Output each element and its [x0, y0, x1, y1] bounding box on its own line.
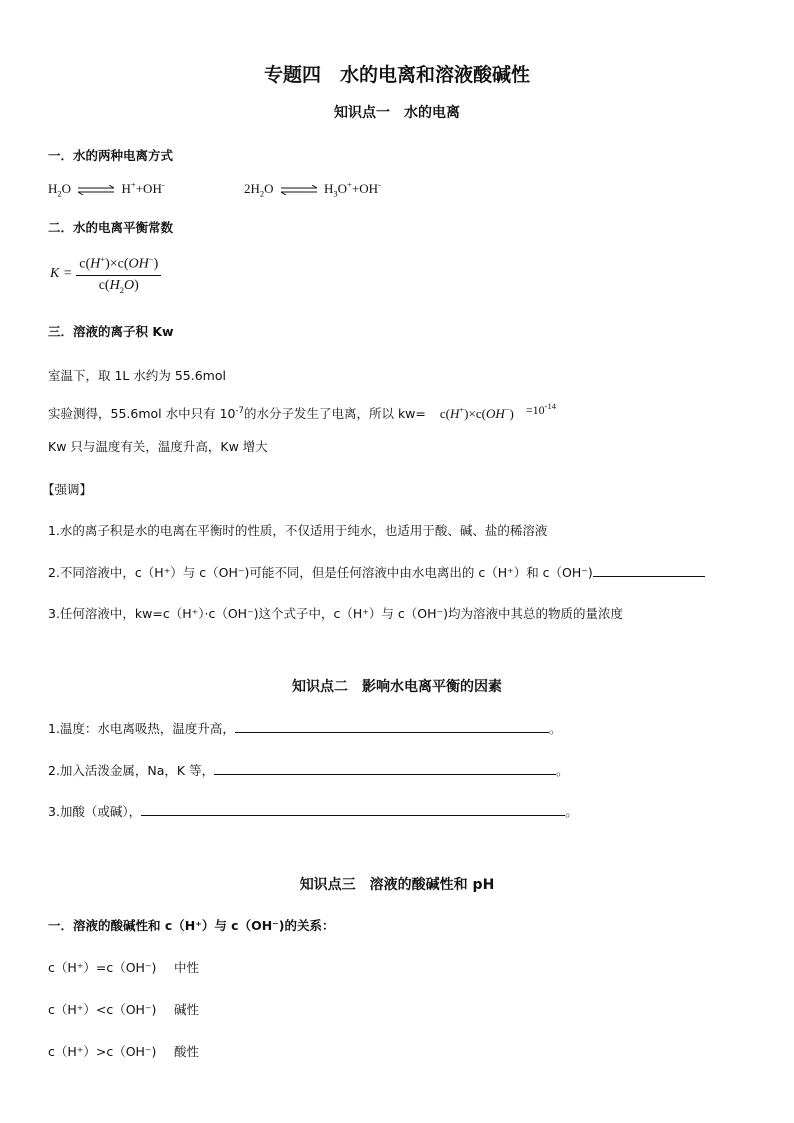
kp1-paragraph-2	[48, 401, 556, 422]
kp2-item-1-text: 1.温度：水电离吸热，温度升高，	[48, 721, 235, 736]
row-label: 酸性	[174, 1044, 200, 1059]
row-expression: c（H⁺）<c（OH⁻)	[48, 1002, 157, 1017]
p2-pre: 实验测得，55.6mol 水中只有 $10^{-7}$的水分子发生了电离，所以 kw=	[48, 405, 426, 421]
kp2-item-3-text: 3.加酸（或碱），	[48, 804, 142, 819]
equation-1	[48, 180, 165, 199]
eq1-rhs: H++OH-	[121, 180, 165, 197]
emphasis-item-1: 1.水的离子积是水的电离在平衡时的性质，不仅适用于纯水，也适用于酸、碱、盐的稀溶液	[48, 523, 548, 538]
kp1-section2-title: 二．水的电离平衡常数	[48, 220, 174, 235]
kp2-item-2	[48, 761, 569, 779]
equilibrium-arrow-icon	[76, 185, 116, 195]
page-title: 专题四 水的电离和溶液酸碱性	[263, 64, 530, 86]
eq1-lhs: $H_2O$	[48, 181, 72, 199]
row-expression: c（H⁺）>c（OH⁻)	[48, 1044, 157, 1059]
row-label: 中性	[174, 960, 200, 975]
eq2-lhs: $2H_2O$	[244, 181, 274, 199]
kp1-paragraph-1: 室温下，取 1L 水约为 55.6mol	[48, 368, 226, 383]
k-numerator: c(H+)×c(OH−)	[76, 254, 161, 276]
equilibrium-arrow-icon	[279, 185, 319, 195]
k-formula	[50, 254, 161, 294]
p2-equals: $=10^{-14}$	[525, 401, 556, 417]
eq2-rhs: $H_3O^++OH^-$	[324, 180, 381, 199]
row-label: 碱性	[174, 1002, 200, 1017]
emphasis-label: 【强调】	[42, 482, 93, 497]
kp1-section3-title: 三．溶液的离子积 Kw	[48, 324, 174, 339]
kp1-heading: 知识点一 水的电离	[334, 105, 460, 121]
fill-blank[interactable]	[593, 564, 705, 577]
k-fraction	[76, 254, 161, 294]
kp2-heading: 知识点二 影响水电离平衡的因素	[292, 679, 502, 695]
fill-blank[interactable]	[235, 720, 549, 733]
period: 。	[565, 804, 578, 819]
kp2-item-2-text: 2.加入活泼金属，Na，K 等，	[48, 763, 215, 778]
kp3-heading: 知识点三 溶液的酸碱性和 pH	[299, 877, 495, 893]
period: 。	[556, 763, 569, 778]
k-label: K =	[50, 266, 73, 282]
row-expression: c（H⁺）=c（OH⁻)	[48, 960, 157, 975]
fill-blank[interactable]	[214, 762, 556, 775]
kp1-section1-title: 一．水的两种电离方式	[48, 148, 174, 163]
kp1-paragraph-3: Kw 只与温度有关，温度升高，Kw 增大	[48, 439, 268, 454]
kp2-item-1	[48, 719, 561, 737]
equation-2	[244, 180, 381, 199]
kp2-item-3	[48, 802, 578, 820]
emphasis-item-2	[48, 563, 705, 581]
kp3-section1-title: 一．溶液的酸碱性和 c（H⁺）与 c（OH⁻)的关系：	[48, 918, 335, 933]
emphasis-item-2-text: 2.不同溶液中，c（H⁺）与 c（OH⁻)可能不同，但是任何溶液中由水电离出的 c（H⁺）和 c（OH⁻)	[48, 565, 593, 580]
emphasis-item-3: 3.任何溶液中，kw=c（H⁺）·c（OH⁻)这个式子中，c（H⁺）与 c（OH⁻)均为溶液中其总的物质的量浓度	[48, 606, 623, 621]
fill-blank[interactable]	[141, 803, 565, 816]
k-denominator: $c(H_2O)$	[98, 277, 139, 295]
kp3-row	[48, 1000, 199, 1018]
kp3-row	[48, 1042, 199, 1060]
kp3-row	[48, 958, 199, 976]
p2-expression: c(H+)×c(OH−)	[439, 404, 514, 421]
period: 。	[548, 721, 562, 736]
